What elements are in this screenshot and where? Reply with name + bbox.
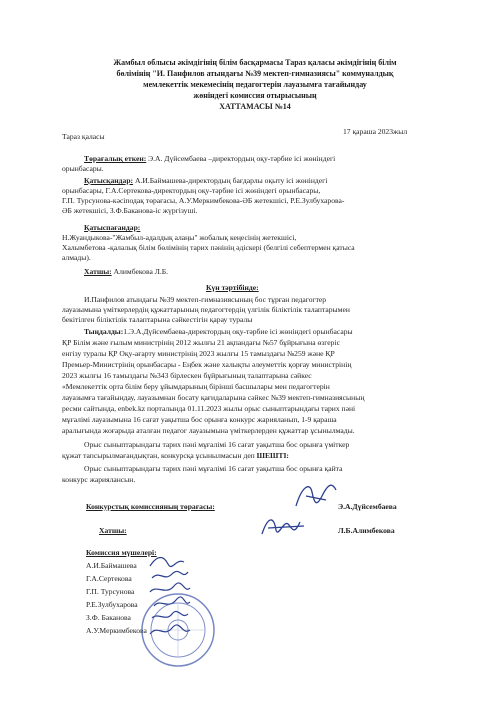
city: Тараз қаласы [62,132,105,141]
absent-line-3: алмады). [62,253,91,262]
heard-label: Тыңдалды: [84,327,124,336]
heard-line-9: мұғалімі лауазымына 16 сағат уақытша бос орынға конкурс жарияланып, 1-9 қараша [62,415,337,424]
heard-line-3: енгізу туралы ҚР Оқу-ағарту министрінің 2023 жылғы 15 тамыздағы №259 және ҚР [62,349,335,358]
heard-line-10: аралығында жоғарыда аталған педагог лауазымына үміткерлерден құжаттар ұсынылмады. [62,426,355,435]
members-label: Комиссия мүшелері: [86,548,157,557]
secretary-line [62,267,456,277]
heard-line-2: ҚР Білім және ғылым министрінің 2012 жылғы 21 ақпандағы №57 бұйрығына өзгеріс [62,338,340,347]
heard-line-4: Премьер-Министрінің орынбасары - Еңбек және халықты әлеуметтік қорғау министрінің [62,360,352,369]
agenda-line-2: лауазымына үміткерлердің құжаттарының педагогтердің үлгілік біліктілік талаптарымен [62,305,350,314]
attended-label: Қатысқандар: [84,176,134,185]
member-3: Г.П. Турсунова [86,587,135,596]
attended-line-2: орынбасары, Г.А.Сертекова-директордың оқу-тәрбие ісі жөніндегі орынбасары, [62,186,321,195]
heard-line [62,327,456,337]
chair-text-2: орынбасары. [62,164,104,173]
chair-signature [292,478,340,512]
decision-line-1: Орыс сыныптарындағы тарих пәні мұғалімі 16 сағат уақытша бос орынға үміткер [84,440,350,449]
decision-line-2 [62,451,456,461]
chair-text: Э.А. Дүйсембаева –директордың оқу-тәрбие ісі жөніндегі [146,154,336,163]
member-4: Р.Е.Зулбухарова [86,600,138,609]
header-line-4: жөніндегі комиссия отырысының [193,91,317,100]
decision-label: ШЕШТІ: [256,451,289,460]
decision-line-3: Орыс сыныптарындағы тарих пәні мұғалімі 16 сағат уақытша бос орынға қайта [84,464,343,473]
attended-line-4: ӘБ жетекшісі, З.Ф.Баканова-іс жүргізуші. [62,206,198,215]
header-line-2: бөлімінің "И. Панфилов атындағы №39 мектеп-гимназиясы" коммуналдық [116,69,394,78]
secretary-line-name: Алимбекова Л.Б. [111,267,169,276]
member-2: Г.А.Сертекова [86,574,132,583]
heard-line-7: лауазымға тағайындау, лауазымнан босату қағидаларына сәйкес №39 мектеп-гимназиясының [62,393,365,402]
chair-sign-label: Конкурстық комиссияның төрағасы: [86,502,215,511]
secretary-sign-name: Л.Б.Алимбекова [338,526,395,535]
heard-line-8: ресми сайтында, enbek.kz порталында 01.11.2023 жылы орыс сыныптарындағы тарих пәні [62,404,356,413]
attended-line-3: Г.П. Турсунова-кәсіподақ төрағасы, А.У.Меркимбекова-ӘБ жетекшісі, Р.Е.Зулбухарова- [62,196,345,205]
decision-line-2-text: құжат тапсырылмағандықтан, конкурсқа ұсынылмасын деп [62,451,257,460]
header-line-3: мемлекеттік мекемесінің педагогтерін лауазымға тағайындау [143,80,367,89]
date: 17 қараша 2023жыл [343,127,408,136]
absent-line-2: Халымбетова -қалалық білім бөлімінің тарих пәнінің әдіскері (белгілі себептермен қатыса [62,243,355,252]
absent-line-1: Н.Жуандыкова-"Жамбыл-адалдық алаңы" жобалық кеңесінің жетекшісі, [62,233,297,242]
attended-line [62,176,456,186]
member-5: З.Ф. Баканова [86,613,131,622]
agenda-title: Күн тәртібінде: [206,283,259,292]
attended-line-1: А.И.Баймашева-директордың бағдарлы оқыту ісі жөніндегі [133,176,328,185]
heard-line-5: 2023 жылғы 16 тамыздағы №343 бірлескен бұйрығының талаптарына сәйкес [62,371,312,380]
decision-line-4: конкурс жариялансын. [62,475,136,484]
secretary-line-label: Хатшы: [84,267,112,276]
official-stamp [138,590,218,670]
member-1: А.И.Баймашева [86,561,137,570]
agenda-line-3: бекітілген біліктілік талаптарына сәйкестігін қарау туралы [62,315,253,324]
secretary-sign-label: Хатшы: [99,526,127,535]
agenda-line-1: И.Панфилов атындағы №39 мектеп-гимназиясының бос тұрған педагогтер [84,295,327,304]
heard-line-1: 1.Э.А.Дүйсембаева-директордың оқу-тәрбие ісі жөніндегі орынбасары [123,327,353,336]
header-line-1: Жамбыл облысы әкімдігінің білім басқармасы Тараз қаласы әкімдігінің білім [113,58,397,67]
chair-sign-name: Э.А.Дүйсембаева [338,502,397,511]
header-title: ХАТТАМАСЫ №14 [219,102,291,111]
member-6: А.У.Меркимбекова [86,626,147,635]
absent-label: Қатыспағандар: [84,223,141,232]
chair-line [62,154,456,164]
chair-label: Төрағалық еткен: [84,154,147,163]
secretary-signature [258,510,314,542]
heard-line-6: «Мемлекеттік орта білім беру ұйымдарының бірінші басшылары мен педагогтерін [62,382,330,391]
